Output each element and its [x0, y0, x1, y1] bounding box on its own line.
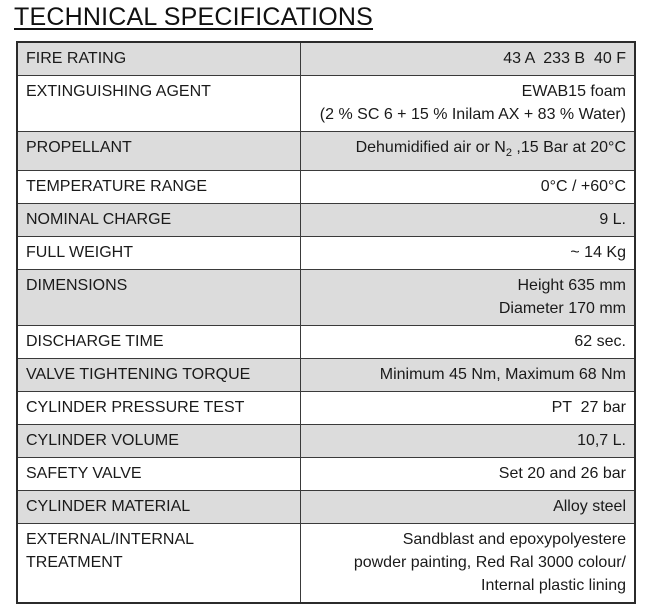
spec-value [301, 76, 636, 132]
spec-value-text: Dehumidified air or N [355, 139, 506, 156]
spec-value-line: Alloy steel [553, 498, 626, 515]
spec-row-propellant [17, 132, 635, 171]
spec-value-line: Height 635 mm [517, 277, 626, 294]
spec-row-cylinder-pressure-test [17, 392, 635, 425]
spec-value-line: Set 20 and 26 bar [498, 465, 626, 482]
spec-value [301, 237, 636, 270]
spec-value [301, 42, 636, 76]
spec-value-line: powder painting, Red Ral 3000 colour/ [353, 554, 626, 571]
spec-value-line: ~ 14 Kg [570, 244, 626, 261]
spec-value-line: Internal plastic lining [481, 577, 626, 594]
spec-row-fire-rating [17, 42, 635, 76]
spec-row-temperature-range [17, 171, 635, 204]
spec-row-dimensions [17, 270, 635, 326]
spec-value-line: Minimum 45 Nm, Maximum 68 Nm [379, 366, 626, 383]
spec-row-valve-tightening-torque [17, 359, 635, 392]
spec-row-cylinder-volume [17, 425, 635, 458]
spec-value-line: 0°C / +60°C [540, 178, 626, 195]
spec-label: CYLINDER PRESSURE TEST [17, 392, 301, 425]
spec-value [301, 204, 636, 237]
spec-label: FIRE RATING [17, 42, 301, 76]
spec-value [301, 392, 636, 425]
spec-value [301, 359, 636, 392]
spec-label: VALVE TIGHTENING TORQUE [17, 359, 301, 392]
spec-value [301, 132, 636, 171]
spec-label: CYLINDER MATERIAL [17, 491, 301, 524]
specifications-table [16, 41, 636, 604]
spec-row-extinguishing-agent [17, 76, 635, 132]
spec-value [301, 326, 636, 359]
spec-row-discharge-time [17, 326, 635, 359]
spec-label: EXTERNAL/INTERNAL TREATMENT [17, 524, 301, 604]
spec-label: TEMPERATURE RANGE [17, 171, 301, 204]
spec-value [301, 491, 636, 524]
spec-value-line: 43 A 233 B 40 F [503, 50, 626, 67]
spec-value [301, 524, 636, 604]
spec-label: NOMINAL CHARGE [17, 204, 301, 237]
spec-row-full-weight [17, 237, 635, 270]
spec-value-line: 62 sec. [574, 333, 626, 350]
spec-value [301, 270, 636, 326]
spec-value-subscript: 2 [505, 147, 512, 159]
spec-row-cylinder-material [17, 491, 635, 524]
spec-row-external-internal-treatment [17, 524, 635, 604]
spec-value [301, 458, 636, 491]
spec-value-line: 10,7 L. [577, 432, 626, 449]
spec-value-line: 9 L. [599, 211, 626, 228]
spec-label: DISCHARGE TIME [17, 326, 301, 359]
spec-value-line: PT 27 bar [551, 399, 626, 416]
spec-value-line: Sandblast and epoxypolyestere [402, 531, 626, 548]
spec-value-text: ,15 Bar at 20°C [511, 139, 626, 156]
spec-value-line: (2 % SC 6 + 15 % Inilam AX + 83 % Water) [319, 106, 626, 123]
spec-label: SAFETY VALVE [17, 458, 301, 491]
spec-label: FULL WEIGHT [17, 237, 301, 270]
spec-row-safety-valve [17, 458, 635, 491]
spec-value-line: EWAB15 foam [521, 83, 626, 100]
spec-value-line: Diameter 170 mm [498, 300, 626, 317]
spec-value [301, 171, 636, 204]
spec-value [301, 425, 636, 458]
spec-label: DIMENSIONS [17, 270, 301, 326]
spec-label: CYLINDER VOLUME [17, 425, 301, 458]
page-title: TECHNICAL SPECIFICATIONS [14, 3, 374, 31]
spec-label: EXTINGUISHING AGENT [17, 76, 301, 132]
spec-row-nominal-charge [17, 204, 635, 237]
spec-label: PROPELLANT [17, 132, 301, 171]
